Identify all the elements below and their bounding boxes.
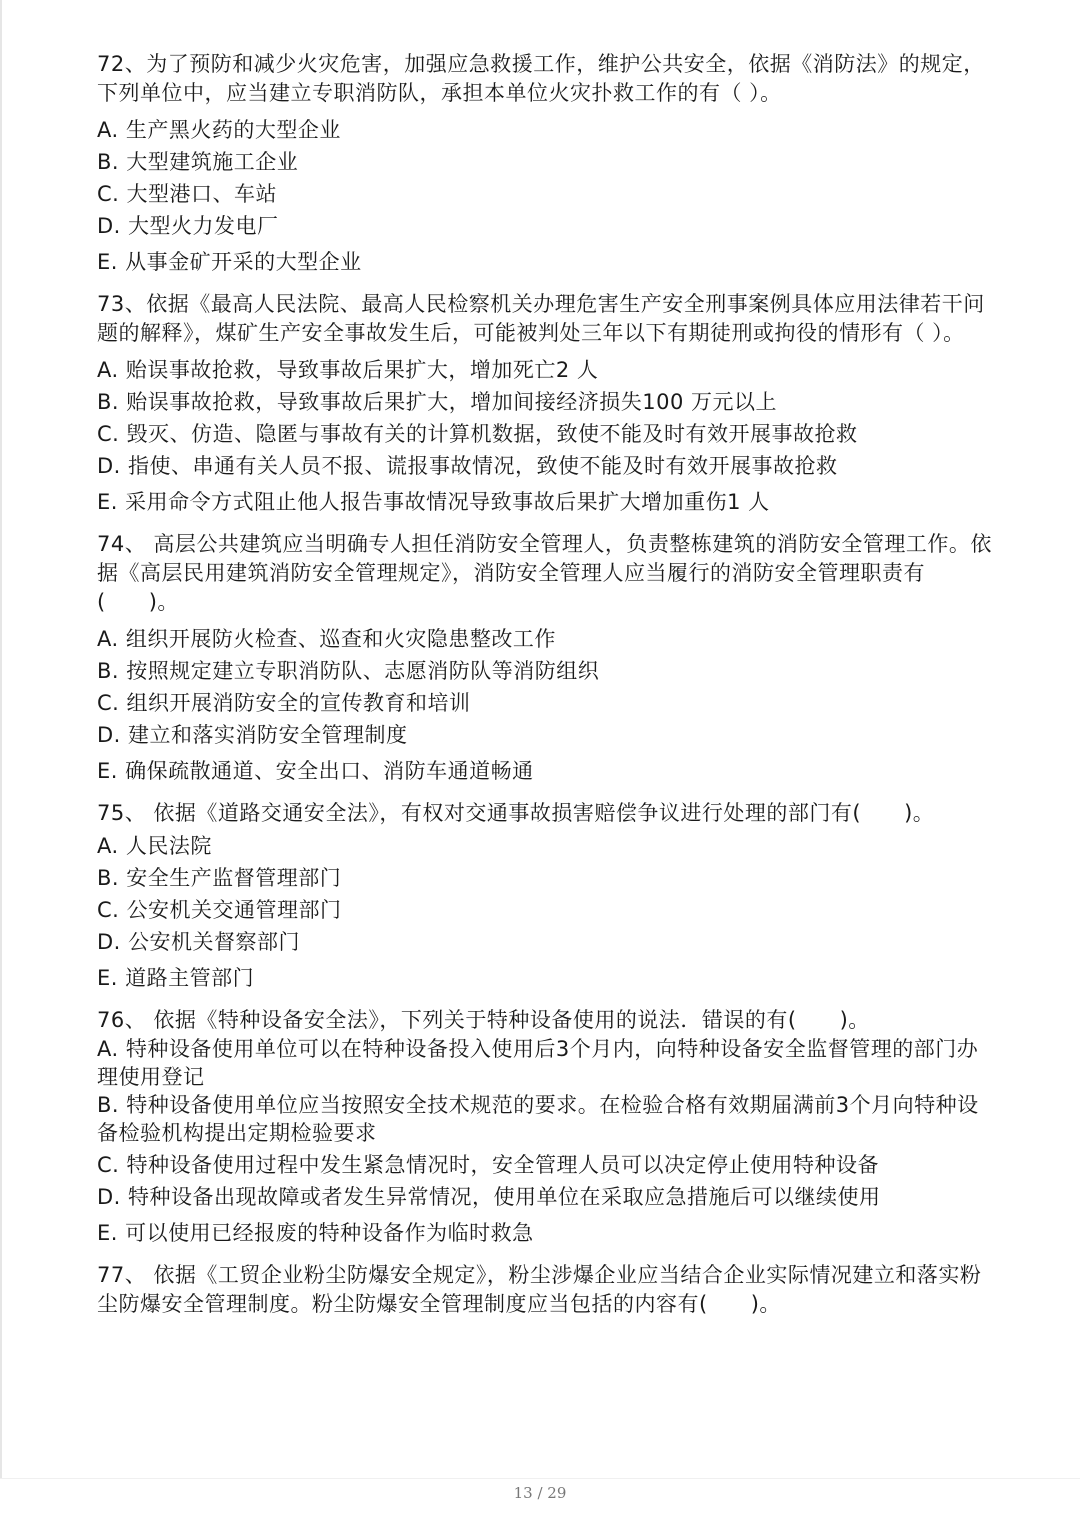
question-text: 72、为了预防和减少火灾危害，加强应急救援工作，维护公共安全，依据《消防法》的规定，下列单位中，应当建立专职消防队，承担本单位火灾扑救工作的有（ ）。	[97, 52, 985, 105]
option-c: C. 公安机关交通管理部门	[97, 898, 342, 922]
question-74	[97, 530, 997, 785]
option-a: A. 贻误事故抢救，导致事故后果扩大，增加死亡2 人	[97, 358, 599, 382]
question-text: 76、 依据《特种设备安全法》，下列关于特种设备使用的说法．错误的有( )。	[97, 1008, 870, 1032]
option-e: E. 从事金矿开采的大型企业	[97, 250, 362, 274]
page-left-border	[0, 0, 2, 1478]
question-text: 77、 依据《工贸企业粉尘防爆安全规定》，粉尘涉爆企业应当结合企业实际情况建立和落实粉尘防爆安全管理制度。粉尘防爆安全管理制度应当包括的内容有( )。	[97, 1263, 982, 1316]
option-b: B. 贻误事故抢救，导致事故后果扩大，增加间接经济损失100 万元以上	[97, 390, 778, 414]
option-d: D. 公安机关督察部门	[97, 930, 301, 954]
question-text: 74、 高层公共建筑应当明确专人担任消防安全管理人，负责整栋建筑的消防安全管理工作。依据《高层民用建筑消防安全管理规定》，消防安全管理人应当履行的消防安全管理职责有( )。	[97, 532, 992, 614]
option-a: A. 生产黑火药的大型企业	[97, 118, 341, 142]
question-75	[97, 799, 997, 992]
question-77	[97, 1261, 997, 1319]
question-72	[97, 50, 997, 276]
option-c: C. 毁灭、仿造、隐匿与事故有关的计算机数据，致使不能及时有效开展事故抢救	[97, 422, 858, 446]
option-e: E. 可以使用已经报废的特种设备作为临时救急	[97, 1221, 534, 1245]
option-b: B. 安全生产监督管理部门	[97, 866, 342, 890]
question-76	[97, 1006, 997, 1247]
document-content	[97, 50, 997, 1319]
option-c: C. 大型港口、车站	[97, 182, 278, 206]
option-d: D. 大型火力发电厂	[97, 214, 279, 238]
option-a: A. 组织开展防火检查、巡查和火灾隐患整改工作	[97, 627, 556, 651]
page-number: 13 / 29	[513, 1484, 567, 1502]
option-e: E. 采用命令方式阻止他人报告事故情况导致事故后果扩大增加重伤1 人	[97, 490, 770, 514]
option-a: A. 人民法院	[97, 834, 212, 858]
option-d: D. 建立和落实消防安全管理制度	[97, 723, 408, 747]
option-d: D. 指使、串通有关人员不报、谎报事故情况，致使不能及时有效开展事故抢救	[97, 454, 838, 478]
option-a: A. 特种设备使用单位可以在特种设备投入使用后3个月内，向特种设备安全监督管理的部门办理使用登记	[97, 1037, 979, 1089]
option-e: E. 道路主管部门	[97, 966, 255, 990]
footer-divider	[0, 1478, 1080, 1479]
option-c: C. 组织开展消防安全的宣传教育和培训	[97, 691, 471, 715]
question-text: 73、依据《最高人民法院、最高人民检察机关办理危害生产安全刑事案例具体应用法律若干问题的解释》，煤矿生产安全事故发生后，可能被判处三年以下有期徒刑或拘役的情形有（ ）。	[97, 292, 985, 345]
option-b: B. 按照规定建立专职消防队、志愿消防队等消防组织	[97, 659, 600, 683]
option-e: E. 确保疏散通道、安全出口、消防车通道畅通	[97, 759, 534, 783]
option-d: D. 特种设备出现故障或者发生异常情况，使用单位在采取应急措施后可以继续使用	[97, 1185, 881, 1209]
option-b: B. 大型建筑施工企业	[97, 150, 299, 174]
question-text: 75、 依据《道路交通安全法》，有权对交通事故损害赔偿争议进行处理的部门有( )。	[97, 801, 935, 825]
option-c: C. 特种设备使用过程中发生紧急情况时，安全管理人员可以决定停止使用特种设备	[97, 1153, 880, 1177]
question-73	[97, 290, 997, 516]
option-b: B. 特种设备使用单位应当按照安全技术规范的要求。在检验合格有效期届满前3个月向特种设备检验机构提出定期检验要求	[97, 1093, 979, 1145]
